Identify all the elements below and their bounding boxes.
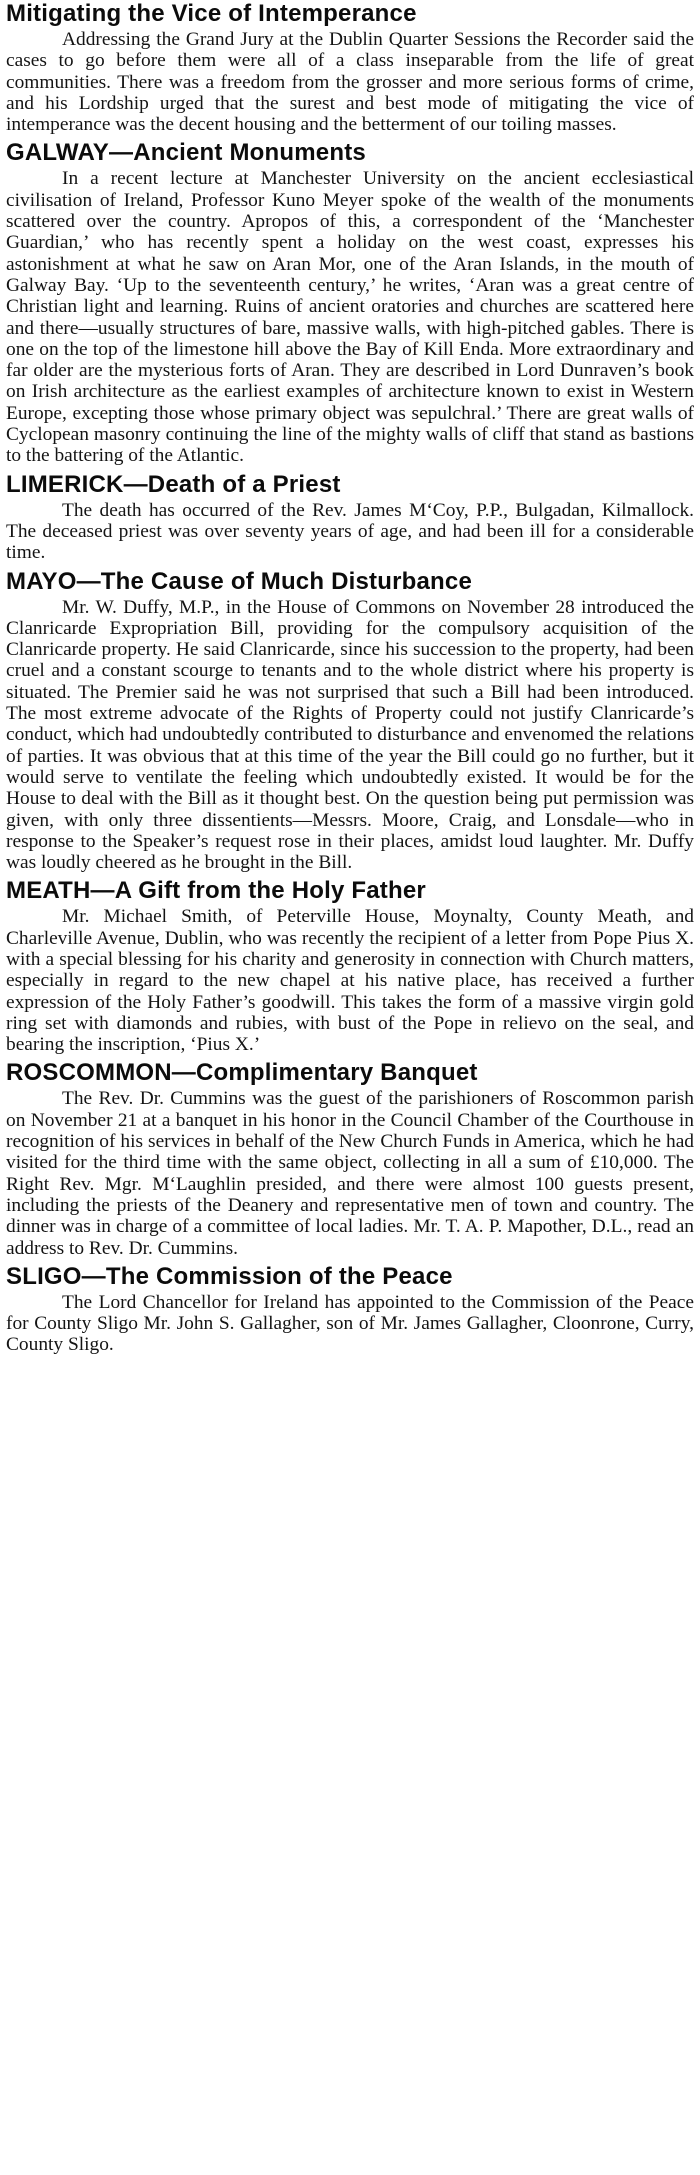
headline: ROSCOMMON—Complimentary Banquet [6,1059,478,1087]
article-limerick [6,471,696,564]
newspaper-column [6,0,696,1360]
headline: GALWAY—Ancient Monuments [6,139,366,167]
article-body: Addressing the Grand Jury at the Dublin Quarter Sessions the Recorder said the cases to go before them were all of a class inseparable from the life of great communities. There was a freedom from the grosser and more serious forms of crime, and his Lordship urged that the surest and best mode of mitigating the vice of intemperance was the decent housing and the betterment of our toiling masses. [6,29,694,136]
headline: SLIGO—The Commission of the Peace [6,1262,453,1290]
article-sligo [6,1263,696,1356]
headline: Mitigating the Vice of Intemperance [6,0,417,27]
article-dublin [6,0,696,135]
headline: LIMERICK—Death of a Priest [6,470,341,498]
article-body: Mr. W. Duffy, M.P., in the House of Commons on November 28 introduced the Clanricarde Expropriation Bill, providing for the compulsory acquisition of the Clanricarde property. He said Clanricarde, since his succession to the property, had been cruel and a constant scourge to tenants and to the whole district where his property is situated. The Premier said he was not surprised that such a Bill had been introduced. The most extreme advocate of the Rights of Property could not justify Clanricarde’s conduct, which had undoubtedly contributed to disturbance and envenomed the relations of parties. It was obvious that at this time of the year the Bill could go no further, but it would serve to ventilate the feeling which undoubtedly existed. It would be for the House to deal with the Bill as it thought best. On the question being put permission was given, with only three dissentients—Messrs. Moore, Craig, and Lonsdale—who in response to the Speaker’s request rose in their places, amidst loud laughter. Mr. Duffy was loudly cheered as he brought in the Bill. [6,596,694,874]
headline: MAYO—The Cause of Much Disturbance [6,567,472,595]
article-body: The Rev. Dr. Cummins was the guest of the parishioners of Roscommon parish on November 21 at a banquet in his honor in the Council Chamber of the Courthouse in recognition of his services in behalf of the New Church Funds in America, which he had visited for the third time with the same object, collecting in all a sum of £10,000. The Right Rev. Mgr. M‘Laughlin presided, and there were almost 100 guests present, including the priests of the Deanery and representative men of town and country. The dinner was in charge of a committee of local ladies. Mr. T. A. P. Mapother, D.L., read an address to Rev. Dr. Cummins. [6,1088,694,1259]
article-body: Mr. Michael Smith, of Peterville House, Moynalty, County Meath, and Charleville Avenue, Dublin, who was recently the recipient of a letter from Pope Pius X. with a special blessing for his charity and generosity in connection with Church matters, especially in regard to the new chapel at his native place, has received a further expression of the Holy Father’s goodwill. This takes the form of a massive virgin gold ring set with diamonds and rubies, with bust of the Pope in relievo on the seal, and bearing the inscription, ‘Pius X.’ [6,906,694,1056]
article-body: In a recent lecture at Manchester University on the ancient ecclesiastical civilisation of Ireland, Professor Kuno Meyer spoke of the wealth of the monuments scattered over the country. Apropos of this, a correspondent of the ‘Manchester Guardian,’ who has recently spent a holiday on the west coast, expresses his astonishment at what he saw on Aran Mor, one of the Aran Islands, in the mouth of Galway Bay. ‘Up to the seventeenth century,’ he writes, ‘Aran was a great centre of Christian light and learning. Ruins of ancient oratories and churches are scattered here and there—usually structures of bare, massive walls, with high-pitched gables. There is one on the top of the limestone hill above the Bay of Kill Enda. More extraordinary and far older are the mysterious forts of Aran. They are described in Lord Dunraven’s book on Irish architecture as the earliest examples of architecture known to exist in Western Europe, excepting those whose primary object was sepulchral.’ There are great walls of Cyclopean masonry continuing the line of the mighty walls of cliff that stand as bastions to the battering of the Atlantic. [6,168,694,467]
article-mayo [6,568,696,874]
article-body: The Lord Chancellor for Ireland has appointed to the Commission of the Peace for County Sligo Mr. John S. Gallagher, son of Mr. James Gallagher, Cloonrone, Curry, County Sligo. [6,1291,694,1356]
headline: MEATH—A Gift from the Holy Father [6,877,426,905]
article-roscommon [6,1059,696,1258]
article-body: The death has occurred of the Rev. James M‘Coy, P.P., Bulgadan, Kilmallock. The deceased priest was over seventy years of age, and had been ill for a considerable time. [6,499,694,564]
article-meath [6,877,696,1055]
article-galway [6,139,696,466]
